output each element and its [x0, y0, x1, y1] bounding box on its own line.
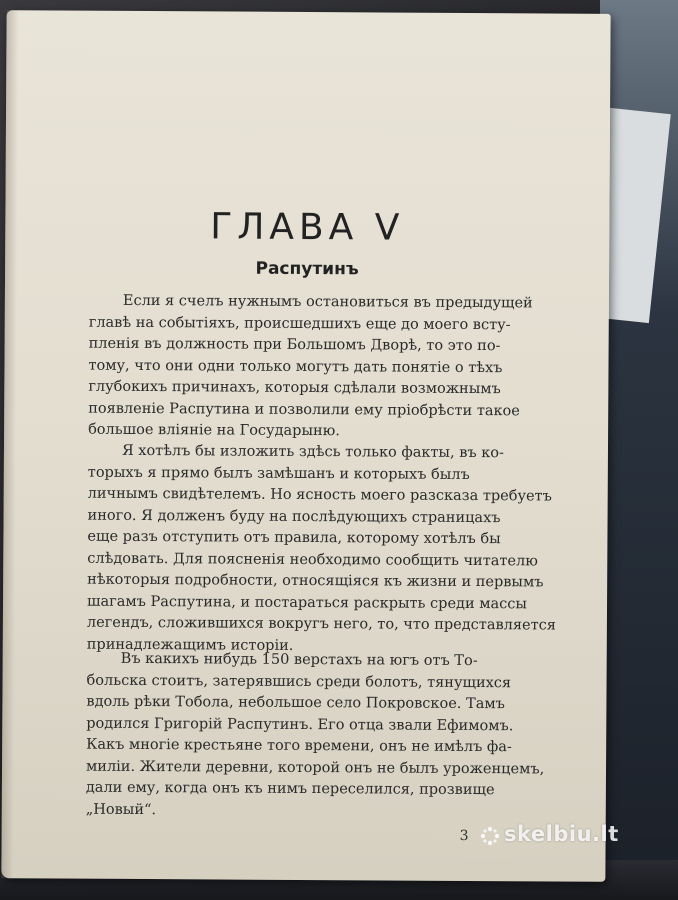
- text-line: Если я счелъ нужнымъ остановиться въ предыдущей: [122, 292, 533, 312]
- text-line: миліи. Жители деревни, которой онъ не былъ уроженцемъ,: [85, 758, 545, 777]
- book-page: [1, 10, 610, 882]
- watermark-logo-icon: [480, 826, 500, 846]
- text-line: пленія въ должность при Большомъ Дворѣ, то это по-: [88, 335, 501, 355]
- page-number: 3: [459, 827, 469, 845]
- paragraph-2: [87, 441, 558, 659]
- text-line: „Новый“.: [85, 801, 157, 818]
- text-line: тому, что они одни только могутъ дать понятіе о тѣхъ: [88, 357, 503, 376]
- text-line: появленіе Распутина и позволили ему пріобрѣсти такое: [88, 400, 520, 419]
- text-line: вдоль рѣки Тобола, небольшое село Покровское. Тамъ: [86, 693, 505, 713]
- chapter-title: ГЛАВА V: [210, 206, 405, 249]
- text-line: иного. Я долженъ буду на послѣдующихъ страницахъ: [87, 507, 501, 526]
- text-line: глубокихъ причинахъ, которыя сдѣлали возможнымъ: [88, 378, 501, 398]
- text-line: торыхъ я прямо былъ замѣшанъ и которыхъ былъ: [87, 464, 470, 483]
- text-line: личнымъ свидѣтелемъ. Но ясность моего разсказа требуетъ: [87, 485, 552, 505]
- text-line: еще разъ отступить отъ правила, которому хотѣлъ бы: [87, 528, 501, 548]
- text-line: нѣкоторыя подробности, относящіяся къ жизни и первымъ: [87, 571, 544, 591]
- paragraph-1: [88, 291, 559, 444]
- watermark: skelbiu.lt: [504, 822, 619, 846]
- text-line: главѣ на событіяхъ, происшедшихъ еще до моего всту-: [88, 314, 511, 333]
- chapter-subtitle: Распутинъ: [255, 258, 359, 280]
- text-line: принадлежащимъ исторіи.: [86, 636, 294, 654]
- text-line: больска стоитъ, затерявшись среди болотъ, тянущихся: [86, 672, 512, 691]
- text-line: Я хотѣлъ бы изложить здѣсь только факты, въ ко-: [121, 442, 504, 462]
- text-line: дали ему, когда онъ къ нимъ переселился, прозвище: [85, 779, 495, 799]
- text-line: родился Григорій Распутинъ. Его отца звали Ефимомъ.: [86, 715, 514, 734]
- text-line: легендъ, сложившихся вокругъ него, то, что представляется: [86, 614, 556, 634]
- page-edge-shadow: [1, 10, 18, 878]
- text-line: шагамъ Распутина, и постараться раскрыть среди массы: [86, 593, 528, 612]
- text-line: большое вліяніе на Государыню.: [88, 421, 340, 440]
- text-line: Въ какихъ нибудь 150 верстахъ на югъ отъ То-: [120, 650, 478, 670]
- text-line: Какъ многіе крестьяне того времени, онъ не имѣлъ фа-: [86, 736, 512, 756]
- text-line: слѣдовать. Для поясненія необходимо сообщить читателю: [87, 550, 538, 569]
- paragraph-3: [86, 649, 557, 824]
